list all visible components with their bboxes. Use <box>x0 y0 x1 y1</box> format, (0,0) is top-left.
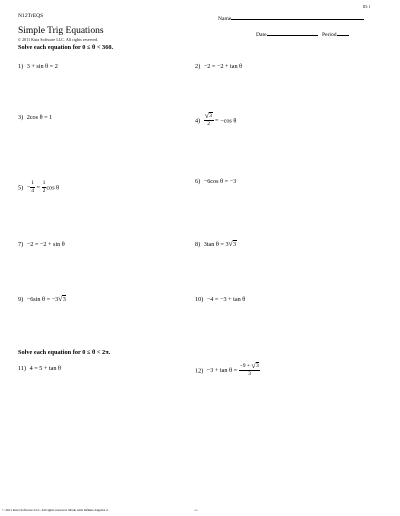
problem-number: 11) <box>18 365 27 372</box>
problem-number: 9) <box>18 296 24 303</box>
name-label: Name <box>218 16 232 22</box>
problem-equation: −2 = −2 + sin θ <box>26 241 65 248</box>
problem-equation: −6cos θ = −3 <box>203 178 237 185</box>
problem-2 <box>195 63 242 70</box>
problem-1 <box>18 63 58 70</box>
date-label: Date <box>256 32 267 38</box>
problem-number: 10) <box>195 296 204 303</box>
square-root: √ 3 <box>58 294 66 304</box>
date-line <box>267 29 318 36</box>
instruction-section-2: Solve each equation for 0 ≤ θ < 2π. <box>18 349 111 356</box>
problem-equation: −4 = −3 + tan θ <box>206 296 246 303</box>
square-root: √ 3 <box>204 111 212 121</box>
problem-equation: 3 + sin θ = 2 <box>26 63 58 70</box>
period-label: Period <box>321 32 337 38</box>
square-root: √ 3 <box>228 239 237 249</box>
problem-9 <box>18 296 66 303</box>
problem-4 <box>195 111 237 128</box>
problem-equation: 2cos θ = 1 <box>26 114 53 121</box>
problem-equation: −6sin θ = −3 <box>26 296 59 303</box>
fraction-neg9-plus-root3-over-3: −9 + √ 3 3 <box>239 361 259 378</box>
problem-12 <box>195 361 260 378</box>
problem-number: 4) <box>195 117 201 125</box>
instruction-section-1: Solve each equation for 0 ≤ θ < 360. <box>18 44 114 51</box>
page-title: Simple Trig Equations <box>18 26 104 36</box>
problem-3 <box>18 114 52 121</box>
period-line <box>337 29 349 36</box>
problem-equation: 4 = 5 + tan θ <box>29 365 62 372</box>
problem-number: 6) <box>195 178 201 185</box>
problem-5: 5) − $\frac{1}{4}$ = $\frac{1}{2}$ cos θ <box>18 180 60 195</box>
problem-number: 7) <box>18 241 24 248</box>
worksheet-id: ID: 1 <box>363 5 371 9</box>
fraction-1-over-2: $\frac{1}{2}$ <box>42 180 46 195</box>
problem-equation-lhs: −3 + tan θ = <box>206 367 239 375</box>
problem-6 <box>195 178 236 185</box>
name-line <box>231 13 364 20</box>
fraction-1-over-4: $\frac{1}{4}$ <box>31 180 34 195</box>
problem-number: 3) <box>18 114 24 121</box>
problem-equation: −2 = −2 + tan θ <box>203 63 243 70</box>
problem-number: 1) <box>18 63 24 70</box>
page-number: -1- <box>194 508 198 512</box>
fraction-root3-over-2: √ 3 2 <box>204 111 212 128</box>
problem-number: 8) <box>195 241 201 248</box>
problem-11 <box>18 365 61 372</box>
name-field <box>218 13 364 22</box>
course-code: N12TrEQS <box>18 13 44 19</box>
problem-8 <box>195 241 237 248</box>
problem-equation: 3tan θ = 3 <box>203 241 229 248</box>
problem-10 <box>195 296 245 303</box>
problem-equation-rhs: = −cos θ <box>213 117 237 125</box>
problem-number: 12) <box>195 367 204 375</box>
problem-7 <box>18 241 65 248</box>
footer-copyright: © 2011 Kuta Software LLC. All rights reserved. Made with Infinite Algebra 2. <box>2 508 109 512</box>
copyright-notice: © 2011 Kuta Software LLC. All rights reserved. <box>18 38 99 42</box>
problem-number: 2) <box>195 63 201 70</box>
date-period-fields <box>256 29 349 38</box>
square-root: √ 3 <box>251 361 259 371</box>
problem-number: 5) <box>18 184 24 192</box>
